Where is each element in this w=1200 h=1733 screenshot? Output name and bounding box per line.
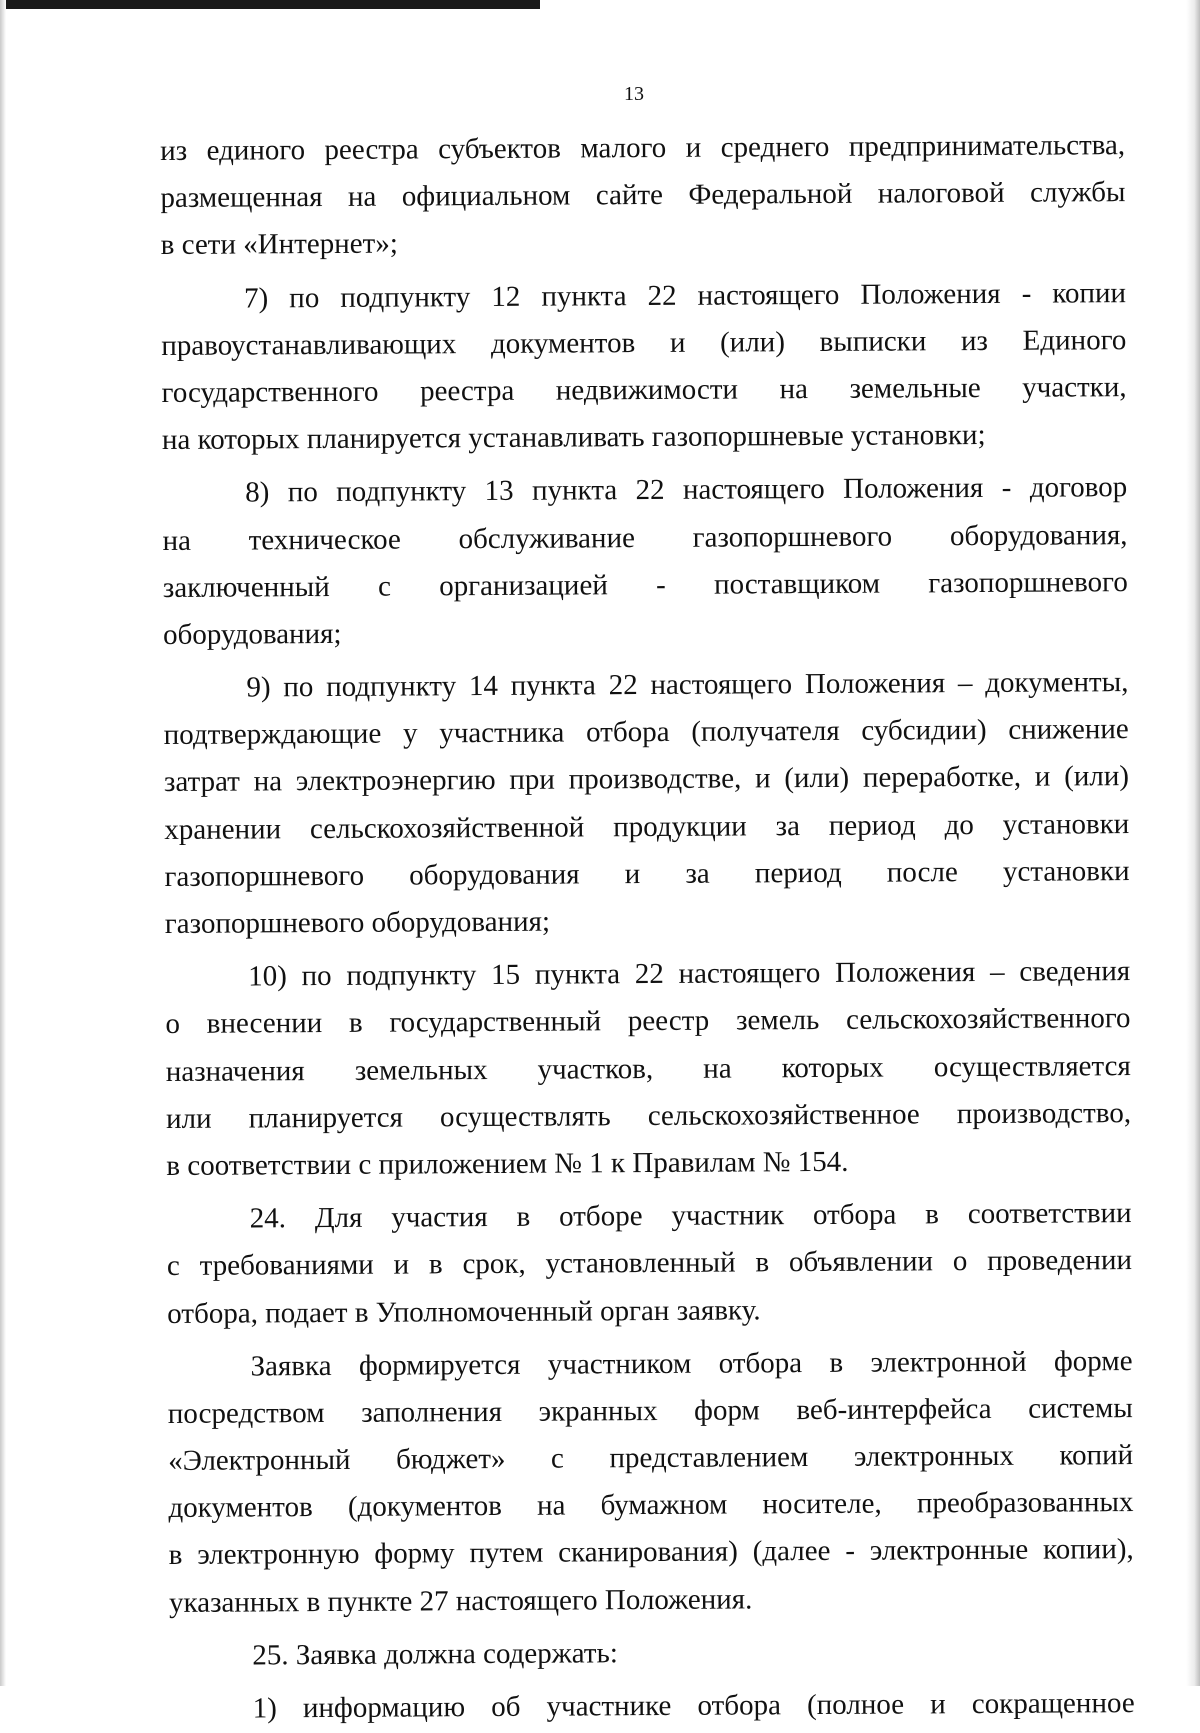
text-line: в сети «Интернет»; — [160, 227, 398, 262]
text-line: о внесении в государственный реестр земель сельскохозяйственного — [165, 1002, 1131, 1041]
text-line: размещенная на официальном сайте Федеральной налоговой службы — [160, 176, 1126, 215]
page-number: 13 — [624, 83, 644, 105]
document-body — [160, 122, 1135, 1733]
text-line: в соответствии с приложением № 1 к Правилам № 154. — [166, 1145, 849, 1182]
text-line: с требованиями и в срок, установленный в объявлении о проведении — [166, 1244, 1133, 1283]
text-line: или планируется осуществлять сельскохозяйственное производство, — [165, 1096, 1132, 1135]
text-line: газопоршневого оборудования и за период после установки — [164, 854, 1130, 893]
text-line: газопоршневого оборудования; — [164, 905, 551, 940]
text-line: 24. Для участия в отборе участник отбора в соответствии — [249, 1197, 1132, 1235]
text-line: документов (документов на бумажном носителе, преобразованных — [168, 1486, 1134, 1525]
text-line: 8) по подпункту 13 пункта 22 настоящего Положения - договор — [245, 471, 1128, 509]
text-line: «Электронный бюджет» с представлением электронных копий — [168, 1439, 1134, 1478]
text-line: 25. Заявка должна содержать: — [252, 1637, 618, 1672]
text-line: 9) по подпункту 14 пункта 22 настоящего Положения – документы, — [246, 666, 1129, 704]
left-scan-edge — [0, 0, 6, 1686]
paragraph — [165, 948, 1131, 1190]
paragraph — [163, 659, 1130, 948]
right-scan-edge — [1186, 0, 1200, 1686]
text-line: посредством заполнения экранных форм веб-интерфейса системы — [167, 1391, 1133, 1430]
text-line: правоустанавливающих документов и (или) выписки из Единого — [161, 323, 1127, 362]
top-scan-border — [0, 0, 540, 9]
text-line: 7) по подпункту 12 пункта 22 настоящего Положения - копии — [243, 276, 1127, 315]
paragraph — [170, 1680, 1135, 1733]
text-line: подтверждающие у участника отбора (получателя субсидии) снижение — [163, 713, 1129, 752]
text-line: хранении сельскохозяйственной продукции за период до установки — [164, 807, 1130, 846]
paragraph — [167, 1338, 1134, 1627]
text-line: из единого реестра субъектов малого и среднего предпринимательства, — [160, 129, 1126, 167]
text-line: на техническое обслуживание газопоршневого оборудования, — [162, 518, 1128, 557]
text-line: 10) по подпункту 15 пункта 22 настоящего Положения – сведения — [248, 955, 1131, 993]
text-line: заключенный с организацией - поставщиком газопоршневого — [162, 565, 1128, 604]
text-line: указанных в пункте 27 настоящего Положения. — [168, 1583, 753, 1619]
text-line: государственного реестра недвижимости на земельные участки, — [161, 371, 1127, 409]
text-line: в электронную форму путем сканирования) (далее - электронные копии), — [168, 1533, 1134, 1572]
paragraph — [161, 270, 1127, 465]
text-line: 1) информацию об участнике отбора (полное и сокращенное — [252, 1687, 1135, 1725]
paragraph — [169, 1627, 1134, 1680]
paragraph — [162, 464, 1128, 659]
text-line: оборудования; — [162, 617, 342, 651]
paragraph — [167, 1190, 1133, 1337]
text-line: на которых планируется устанавливать газопоршневые установки; — [161, 419, 986, 457]
text-line: затрат на электроэнергию при производстве, и (или) переработке, и (или) — [163, 760, 1130, 799]
paragraph — [160, 122, 1126, 269]
text-line: Заявка формируется участником отбора в электронной форме — [250, 1344, 1133, 1383]
text-line: назначения земельных участков, на которых осуществляется — [165, 1049, 1131, 1088]
text-line: отбора, подает в Уполномоченный орган заявку. — [167, 1293, 761, 1330]
